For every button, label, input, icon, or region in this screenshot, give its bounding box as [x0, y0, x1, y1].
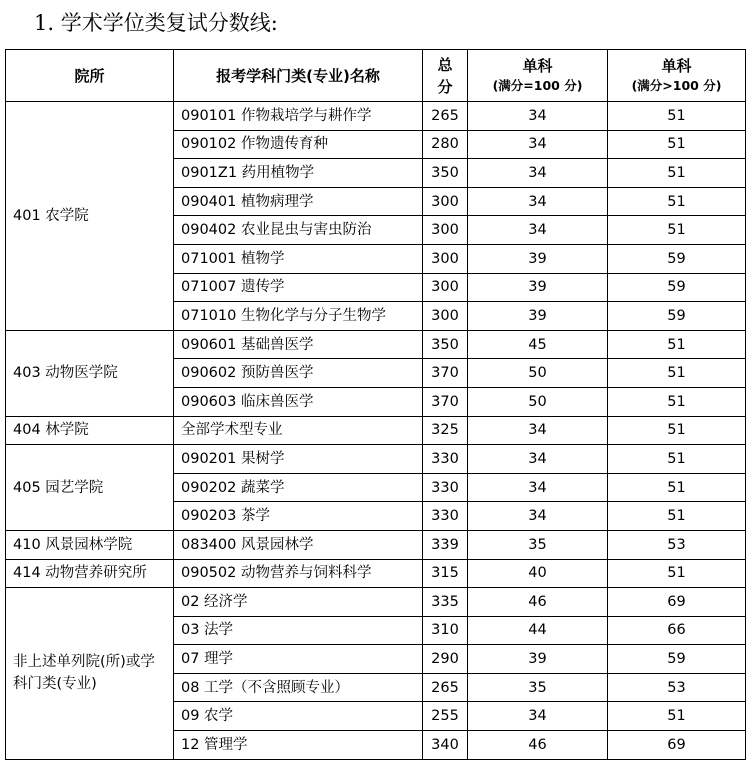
single-gt100-cell: 59 — [608, 244, 746, 273]
total-score-cell: 300 — [423, 216, 468, 245]
institute-cell — [6, 588, 174, 760]
table-row — [6, 559, 746, 588]
subject-cell: 083400 风景园林学 — [174, 530, 423, 559]
single-100-cell: 39 — [468, 273, 608, 302]
total-score-cell: 290 — [423, 645, 468, 674]
table-row — [6, 102, 746, 131]
single-100-cell: 39 — [468, 645, 608, 674]
single-gt100-cell: 51 — [608, 559, 746, 588]
total-score-cell: 300 — [423, 273, 468, 302]
single-gt100-cell: 51 — [608, 359, 746, 388]
header-single-gt100 — [608, 50, 746, 102]
institute-name: 405 园艺学院 — [13, 479, 104, 496]
table-row — [6, 330, 746, 359]
institute-name: 410 风景园林学院 — [13, 536, 133, 553]
single-gt100-cell: 51 — [608, 102, 746, 131]
total-score-cell: 330 — [423, 502, 468, 531]
total-score-cell: 350 — [423, 330, 468, 359]
header-single-100-sub: (满分=100 分) — [492, 77, 583, 93]
table-row — [6, 588, 746, 617]
single-gt100-cell: 51 — [608, 502, 746, 531]
single-100-cell: 44 — [468, 616, 608, 645]
single-100-cell: 45 — [468, 330, 608, 359]
single-gt100-cell: 51 — [608, 159, 746, 188]
header-single-gt100-sub: (满分>100 分) — [631, 77, 722, 93]
header-total-bottom: 分 — [437, 77, 453, 96]
single-gt100-cell: 59 — [608, 302, 746, 331]
total-score-cell: 339 — [423, 530, 468, 559]
single-100-cell: 50 — [468, 359, 608, 388]
single-gt100-cell: 51 — [608, 187, 746, 216]
total-score-cell: 300 — [423, 302, 468, 331]
single-gt100-cell: 53 — [608, 673, 746, 702]
institute-name: 404 林学院 — [13, 422, 89, 439]
single-gt100-cell: 51 — [608, 330, 746, 359]
single-100-cell: 34 — [468, 159, 608, 188]
subject-cell: 090101 作物栽培学与耕作学 — [174, 102, 423, 131]
institute-cell — [6, 102, 174, 331]
total-score-cell: 265 — [423, 673, 468, 702]
single-100-cell: 34 — [468, 216, 608, 245]
subject-cell: 071001 植物学 — [174, 244, 423, 273]
subject-cell: 08 工学（不含照顾专业） — [174, 673, 423, 702]
single-gt100-cell: 59 — [608, 273, 746, 302]
single-100-cell: 34 — [468, 502, 608, 531]
institute-name: 414 动物营养研究所 — [13, 565, 147, 582]
total-score-cell: 335 — [423, 588, 468, 617]
total-score-cell: 255 — [423, 702, 468, 731]
subject-cell: 090202 蔬菜学 — [174, 473, 423, 502]
subject-cell: 03 法学 — [174, 616, 423, 645]
subject-cell: 12 管理学 — [174, 731, 423, 760]
page-title: 1. 学术学位类复试分数线: — [34, 11, 278, 35]
single-100-cell: 46 — [468, 588, 608, 617]
subject-cell: 090601 基础兽医学 — [174, 330, 423, 359]
single-100-cell: 35 — [468, 673, 608, 702]
header-total-top: 总 — [437, 55, 453, 74]
header-subject: 报考学科门类(专业)名称 — [174, 50, 423, 102]
total-score-cell: 310 — [423, 616, 468, 645]
header-total — [423, 50, 468, 102]
subject-cell: 090502 动物营养与饲料科学 — [174, 559, 423, 588]
subject-cell: 0901Z1 药用植物学 — [174, 159, 423, 188]
total-score-cell: 280 — [423, 130, 468, 159]
institute-cell — [6, 416, 174, 445]
total-score-cell: 330 — [423, 445, 468, 474]
institute-name: 非上述单列院(所)或学科门类(专业) — [13, 654, 155, 693]
score-table — [5, 49, 746, 760]
total-score-cell: 265 — [423, 102, 468, 131]
institute-name: 403 动物医学院 — [13, 365, 118, 382]
subject-cell: 090602 预防兽医学 — [174, 359, 423, 388]
table-row — [6, 530, 746, 559]
subject-cell: 071010 生物化学与分子生物学 — [174, 302, 423, 331]
single-100-cell: 39 — [468, 302, 608, 331]
subject-cell: 090402 农业昆虫与害虫防治 — [174, 216, 423, 245]
total-score-cell: 350 — [423, 159, 468, 188]
table-row — [6, 416, 746, 445]
header-single-gt100-label: 单科 — [661, 56, 692, 75]
single-gt100-cell: 51 — [608, 445, 746, 474]
single-gt100-cell: 59 — [608, 645, 746, 674]
subject-cell: 02 经济学 — [174, 588, 423, 617]
single-gt100-cell: 53 — [608, 530, 746, 559]
table-body — [6, 102, 746, 760]
single-100-cell: 34 — [468, 445, 608, 474]
subject-cell: 07 理学 — [174, 645, 423, 674]
single-100-cell: 46 — [468, 731, 608, 760]
institute-cell — [6, 530, 174, 559]
total-score-cell: 315 — [423, 559, 468, 588]
single-100-cell: 39 — [468, 244, 608, 273]
subject-cell: 090102 作物遗传育种 — [174, 130, 423, 159]
single-100-cell: 50 — [468, 387, 608, 416]
subject-cell: 090203 茶学 — [174, 502, 423, 531]
subject-cell: 090401 植物病理学 — [174, 187, 423, 216]
single-gt100-cell: 66 — [608, 616, 746, 645]
header-institute: 院所 — [6, 50, 174, 102]
single-100-cell: 34 — [468, 473, 608, 502]
single-gt100-cell: 51 — [608, 473, 746, 502]
single-gt100-cell: 51 — [608, 702, 746, 731]
subject-cell: 090201 果树学 — [174, 445, 423, 474]
total-score-cell: 330 — [423, 473, 468, 502]
header-single-100-label: 单科 — [522, 56, 553, 75]
single-gt100-cell: 69 — [608, 588, 746, 617]
single-100-cell: 34 — [468, 416, 608, 445]
total-score-cell: 300 — [423, 244, 468, 273]
single-gt100-cell: 51 — [608, 387, 746, 416]
total-score-cell: 370 — [423, 359, 468, 388]
single-gt100-cell: 69 — [608, 731, 746, 760]
single-gt100-cell: 51 — [608, 130, 746, 159]
institute-cell — [6, 559, 174, 588]
single-100-cell: 34 — [468, 702, 608, 731]
institute-cell — [6, 445, 174, 531]
subject-cell: 全部学术型专业 — [174, 416, 423, 445]
single-100-cell: 34 — [468, 187, 608, 216]
header-single-100 — [468, 50, 608, 102]
subject-cell: 090603 临床兽医学 — [174, 387, 423, 416]
table-row — [6, 445, 746, 474]
single-gt100-cell: 51 — [608, 416, 746, 445]
total-score-cell: 325 — [423, 416, 468, 445]
single-100-cell: 35 — [468, 530, 608, 559]
single-100-cell: 34 — [468, 130, 608, 159]
total-score-cell: 370 — [423, 387, 468, 416]
single-100-cell: 40 — [468, 559, 608, 588]
single-100-cell: 34 — [468, 102, 608, 131]
single-gt100-cell: 51 — [608, 216, 746, 245]
subject-cell: 09 农学 — [174, 702, 423, 731]
institute-cell — [6, 330, 174, 416]
total-score-cell: 340 — [423, 731, 468, 760]
subject-cell: 071007 遗传学 — [174, 273, 423, 302]
table-header-row — [6, 50, 746, 102]
total-score-cell: 300 — [423, 187, 468, 216]
institute-name: 401 农学院 — [13, 207, 89, 224]
